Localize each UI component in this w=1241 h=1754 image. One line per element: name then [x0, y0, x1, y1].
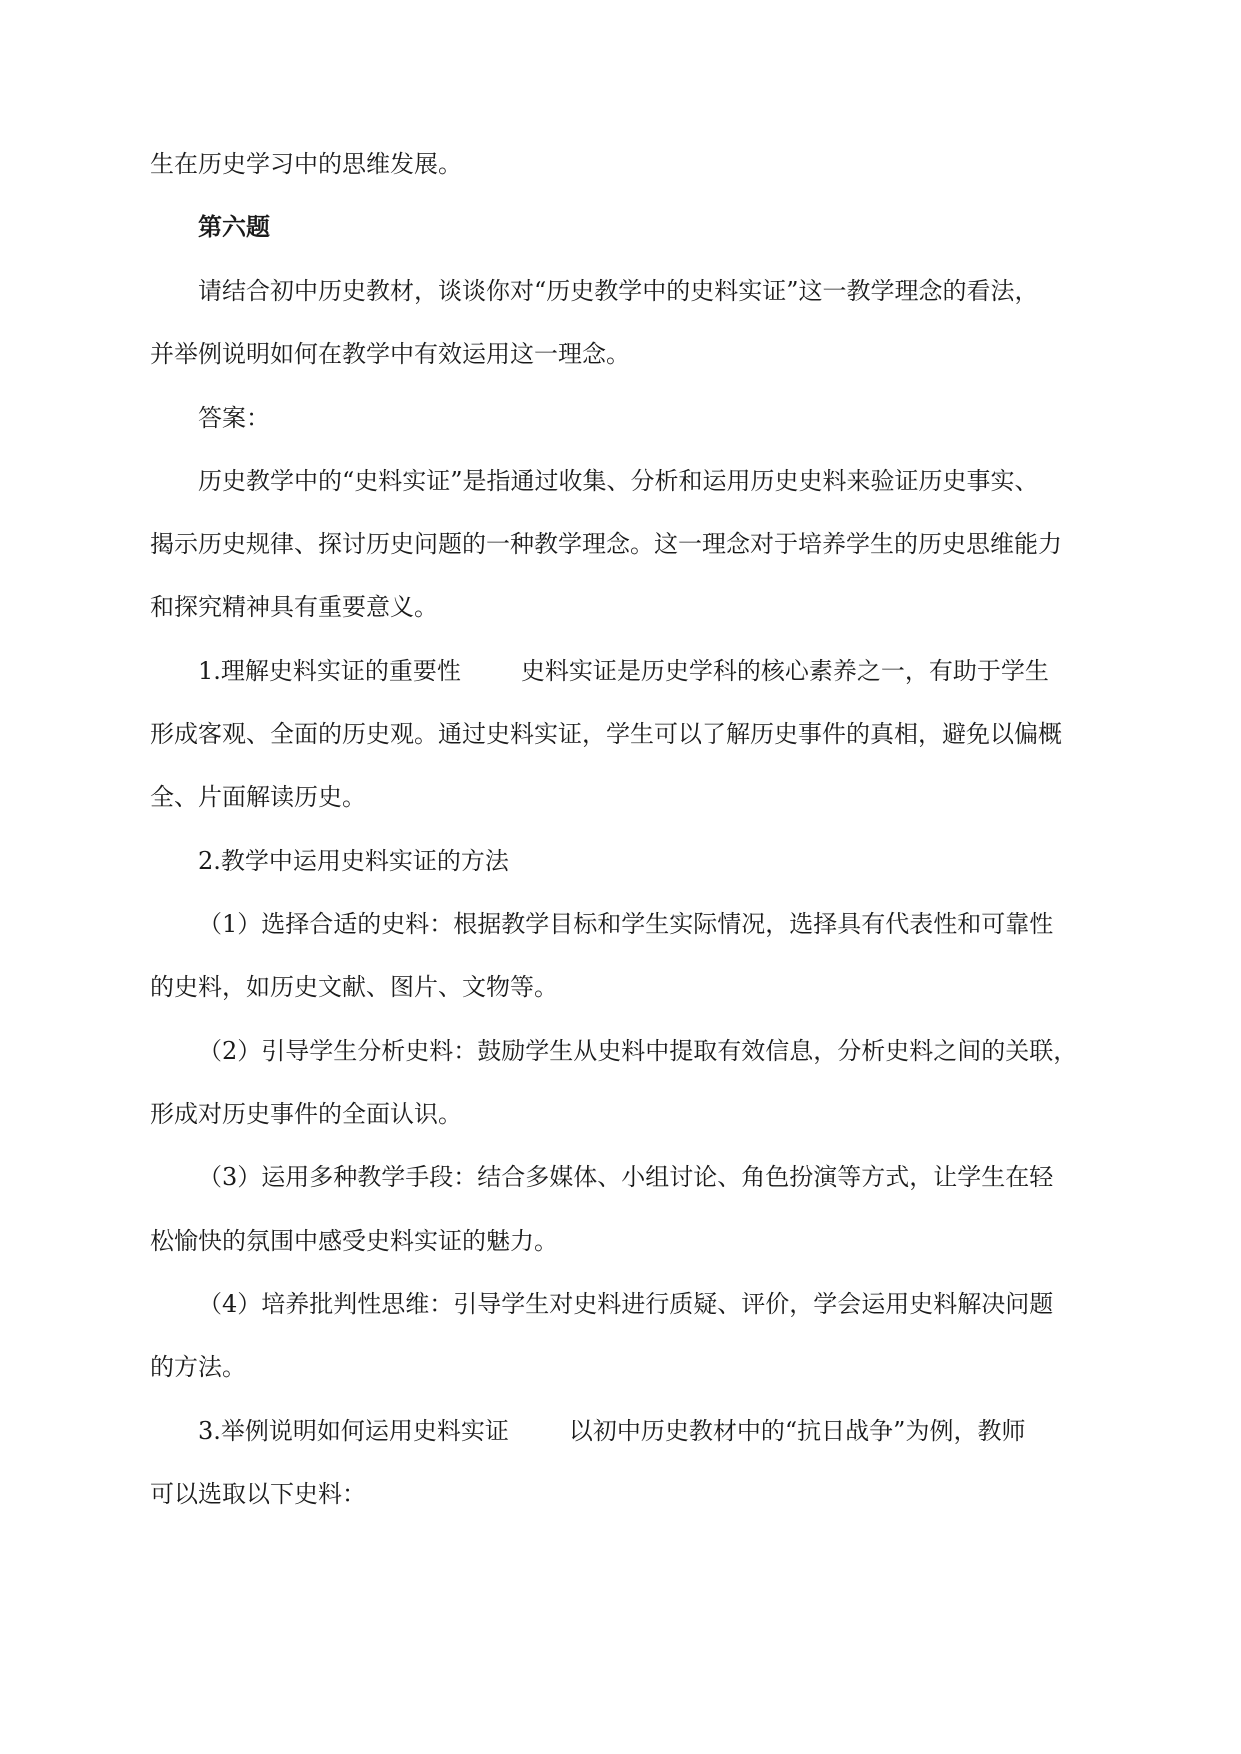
question-text-line-1: 请结合初中历史教材，谈谈你对“历史教学中的史料实证”这一教学理念的看法， [198, 277, 1039, 305]
section-2-heading: 2.教学中运用史料实证的方法 [198, 847, 509, 875]
method-3-line-1: （3）运用多种教学手段：结合多媒体、小组讨论、角色扮演等方式，让学生在轻 [198, 1163, 1054, 1191]
section-1-line-2: 形成客观、全面的历史观。通过史料实证，学生可以了解历史事件的真相，避免以偏概 [150, 720, 1062, 748]
method-2-line-2: 形成对历史事件的全面认识。 [150, 1100, 462, 1128]
method-4-line-2: 的方法。 [150, 1353, 246, 1381]
answer-label: 答案： [198, 404, 270, 432]
section-1-line-1 [198, 656, 1049, 686]
method-1-line-2: 的史料，如历史文献、图片、文物等。 [150, 973, 558, 1001]
section-3-line-1 [198, 1416, 1025, 1446]
section-3-heading: 3.举例说明如何运用史料实证 [198, 1417, 509, 1445]
answer-paragraph-line-2: 揭示历史规律、探讨历史问题的一种教学理念。这一理念对于培养学生的历史思维能力 [150, 530, 1062, 558]
section-1-line-3: 全、片面解读历史。 [150, 783, 366, 811]
method-2-line-1: （2）引导学生分析史料：鼓励学生从史料中提取有效信息，分析史料之间的关联， [198, 1037, 1078, 1065]
section-1-text: 史料实证是历史学科的核心素养之一，有助于学生 [520, 657, 1049, 685]
question-text-line-2: 并举例说明如何在教学中有效运用这一理念。 [150, 340, 630, 368]
answer-paragraph-line-3: 和探究精神具有重要意义。 [150, 593, 438, 621]
method-1-line-1: （1）选择合适的史料：根据教学目标和学生实际情况，选择具有代表性和可靠性 [198, 910, 1054, 938]
section-3-text: 以初中历史教材中的“抗日战争”为例，教师 [568, 1417, 1026, 1445]
answer-paragraph-line-1: 历史教学中的“史料实证”是指通过收集、分析和运用历史史料来验证历史事实、 [198, 467, 1039, 495]
method-4-line-1: （4）培养批判性思维：引导学生对史料进行质疑、评价，学会运用史料解决问题 [198, 1290, 1054, 1318]
section-3-line-2: 可以选取以下史料： [150, 1480, 366, 1508]
method-3-line-2: 松愉快的氛围中感受史料实证的魅力。 [150, 1227, 558, 1255]
question-heading: 第六题 [198, 212, 270, 241]
paragraph-continuation: 生在历史学习中的思维发展。 [150, 150, 462, 178]
section-1-heading: 1.理解史料实证的重要性 [198, 657, 461, 685]
